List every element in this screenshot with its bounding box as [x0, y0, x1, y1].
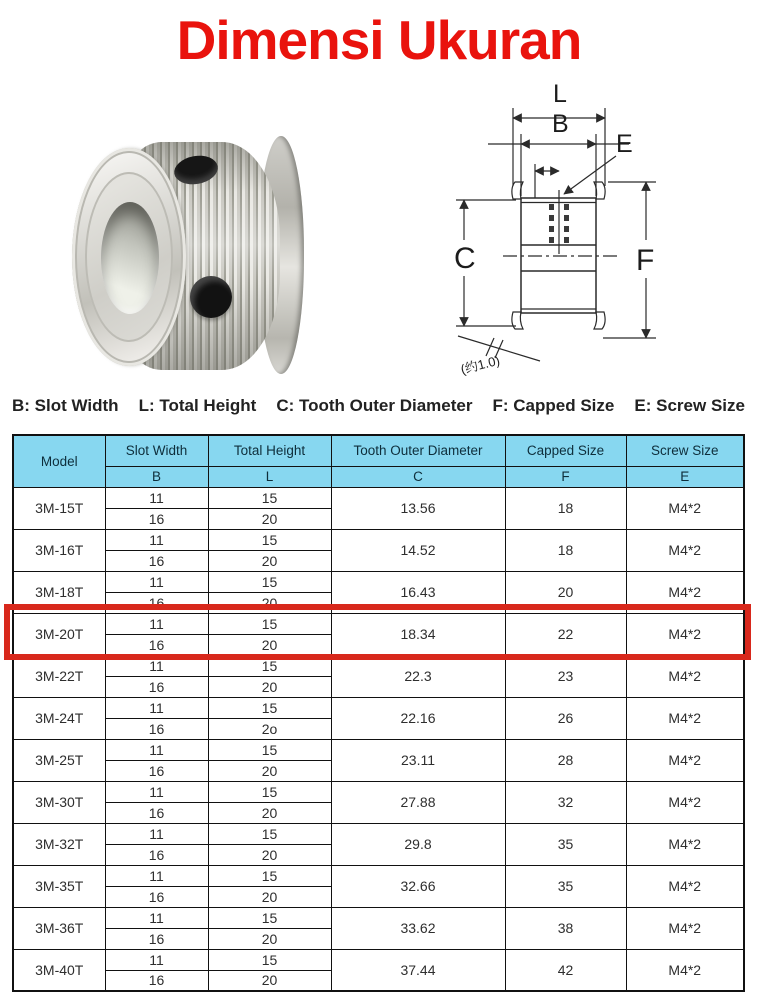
- subheader-c: C: [331, 466, 505, 487]
- total-height-value: 20: [208, 508, 331, 529]
- tooth-od-value: 29.8: [331, 823, 505, 865]
- slot-width-value: 11: [105, 571, 208, 592]
- page-title: Dimensi Ukuran: [176, 9, 582, 71]
- total-height-value: 15: [208, 487, 331, 508]
- spec-row: [13, 907, 744, 928]
- screw-size-value: M4*2: [626, 907, 744, 949]
- screw-size-value: M4*2: [626, 739, 744, 781]
- tooth-od-value: 27.88: [331, 781, 505, 823]
- spec-row: [13, 571, 744, 592]
- tooth-od-value: 13.56: [331, 487, 505, 529]
- model-cell: 3M-30T: [13, 781, 105, 823]
- total-height-value: 20: [208, 928, 331, 949]
- total-height-value: 20: [208, 886, 331, 907]
- model-cell: 3M-18T: [13, 571, 105, 613]
- screw-size-value: M4*2: [626, 865, 744, 907]
- total-height-value: 15: [208, 949, 331, 970]
- subheader-e: E: [626, 466, 744, 487]
- total-height-value: 15: [208, 865, 331, 886]
- spec-row: [13, 529, 744, 550]
- spec-row: [13, 949, 744, 970]
- legend: [12, 396, 745, 416]
- slot-width-value: 16: [105, 970, 208, 991]
- slot-width-value: 11: [105, 865, 208, 886]
- spec-row: [13, 781, 744, 802]
- model-cell: 3M-40T: [13, 949, 105, 991]
- total-height-value: 15: [208, 613, 331, 634]
- screw-size-value: M4*2: [626, 823, 744, 865]
- total-height-value: 15: [208, 739, 331, 760]
- slot-width-value: 11: [105, 655, 208, 676]
- model-cell: 3M-22T: [13, 655, 105, 697]
- total-height-value: 2o: [208, 718, 331, 739]
- screw-size-value: M4*2: [626, 571, 744, 613]
- total-height-value: 15: [208, 529, 331, 550]
- slot-width-value: 16: [105, 928, 208, 949]
- screw-size-value: M4*2: [626, 529, 744, 571]
- model-cell: 3M-16T: [13, 529, 105, 571]
- total-height-value: 20: [208, 802, 331, 823]
- slot-width-value: 16: [105, 676, 208, 697]
- spec-row: [13, 823, 744, 844]
- model-cell: 3M-32T: [13, 823, 105, 865]
- capped-size-value: 35: [505, 865, 626, 907]
- slot-width-value: 16: [105, 592, 208, 613]
- spec-row: [13, 697, 744, 718]
- set-screw-front: [190, 276, 232, 318]
- slot-width-value: 11: [105, 739, 208, 760]
- diagram-label-slot-width: B: [552, 110, 569, 138]
- model-cell: 3M-20T: [13, 613, 105, 655]
- slot-width-value: 16: [105, 802, 208, 823]
- tooth-od-value: 18.34: [331, 613, 505, 655]
- slot-width-value: 16: [105, 550, 208, 571]
- diagram-label-screw-size: E: [616, 130, 633, 158]
- legend-capped-size: F: Capped Size: [492, 396, 615, 415]
- header-model: Model: [13, 435, 105, 487]
- total-height-value: 20: [208, 634, 331, 655]
- tooth-od-value: 37.44: [331, 949, 505, 991]
- diagram-label-total-height: L: [553, 80, 567, 108]
- capped-size-value: 18: [505, 487, 626, 529]
- spec-table: [12, 434, 745, 992]
- pulley-bore-hole: [101, 202, 159, 314]
- total-height-value: 15: [208, 781, 331, 802]
- spec-table-body: [13, 487, 744, 991]
- subheader-f: F: [505, 466, 626, 487]
- spec-row: [13, 613, 744, 634]
- screw-size-value: M4*2: [626, 781, 744, 823]
- tooth-od-value: 23.11: [331, 739, 505, 781]
- total-height-value: 15: [208, 571, 331, 592]
- slot-width-value: 16: [105, 760, 208, 781]
- slot-width-value: 11: [105, 823, 208, 844]
- capped-size-value: 26: [505, 697, 626, 739]
- capped-size-value: 18: [505, 529, 626, 571]
- total-height-value: 15: [208, 655, 331, 676]
- spec-row: [13, 865, 744, 886]
- diagram-label-tooth-od: C: [454, 242, 476, 275]
- header-tooth-od: Tooth Outer Diameter: [331, 435, 505, 466]
- legend-slot-width: B: Slot Width: [12, 396, 119, 415]
- tooth-od-value: 22.16: [331, 697, 505, 739]
- total-height-value: 15: [208, 823, 331, 844]
- capped-size-value: 38: [505, 907, 626, 949]
- capped-size-value: 28: [505, 739, 626, 781]
- subheader-b: B: [105, 466, 208, 487]
- total-height-value: 15: [208, 697, 331, 718]
- slot-width-value: 16: [105, 508, 208, 529]
- diagram-label-capped-size: F: [636, 244, 655, 277]
- spec-row: [13, 739, 744, 760]
- model-cell: 3M-15T: [13, 487, 105, 529]
- screw-size-value: M4*2: [626, 949, 744, 991]
- slot-width-value: 16: [105, 886, 208, 907]
- total-height-value: 20: [208, 592, 331, 613]
- dimension-diagram: [428, 78, 758, 396]
- capped-size-value: 20: [505, 571, 626, 613]
- subheader-l: L: [208, 466, 331, 487]
- spec-row: [13, 655, 744, 676]
- capped-size-value: 42: [505, 949, 626, 991]
- total-height-value: 20: [208, 970, 331, 991]
- spec-row: [13, 487, 744, 508]
- model-cell: 3M-35T: [13, 865, 105, 907]
- model-cell: 3M-36T: [13, 907, 105, 949]
- slot-width-value: 11: [105, 907, 208, 928]
- total-height-value: 20: [208, 676, 331, 697]
- slot-width-value: 16: [105, 844, 208, 865]
- model-cell: 3M-25T: [13, 739, 105, 781]
- legend-tooth-od: C: Tooth Outer Diameter: [276, 396, 473, 415]
- header-capped-size: Capped Size: [505, 435, 626, 466]
- header-screw-size: Screw Size: [626, 435, 744, 466]
- slot-width-value: 11: [105, 781, 208, 802]
- header-total-height: Total Height: [208, 435, 331, 466]
- diagram-flange-note: (约1.0): [459, 352, 502, 377]
- pulley-photo: [72, 132, 317, 377]
- tooth-od-value: 16.43: [331, 571, 505, 613]
- total-height-value: 20: [208, 844, 331, 865]
- slot-width-value: 11: [105, 487, 208, 508]
- tooth-od-value: 22.3: [331, 655, 505, 697]
- slot-width-value: 16: [105, 718, 208, 739]
- screw-size-value: M4*2: [626, 697, 744, 739]
- screw-size-value: M4*2: [626, 487, 744, 529]
- capped-size-value: 35: [505, 823, 626, 865]
- header-slot-width: Slot Width: [105, 435, 208, 466]
- total-height-value: 20: [208, 760, 331, 781]
- tooth-od-value: 14.52: [331, 529, 505, 571]
- screw-size-value: M4*2: [626, 613, 744, 655]
- legend-screw-size: E: Screw Size: [634, 396, 745, 415]
- total-height-value: 15: [208, 907, 331, 928]
- slot-width-value: 11: [105, 697, 208, 718]
- slot-width-value: 11: [105, 613, 208, 634]
- dimension-diagram-svg: [428, 78, 758, 396]
- capped-size-value: 32: [505, 781, 626, 823]
- slot-width-value: 11: [105, 529, 208, 550]
- capped-size-value: 23: [505, 655, 626, 697]
- slot-width-value: 11: [105, 949, 208, 970]
- total-height-value: 20: [208, 550, 331, 571]
- slot-width-value: 16: [105, 634, 208, 655]
- model-cell: 3M-24T: [13, 697, 105, 739]
- tooth-od-value: 32.66: [331, 865, 505, 907]
- legend-total-height: L: Total Height: [138, 396, 257, 415]
- screw-size-value: M4*2: [626, 655, 744, 697]
- spec-table-header: [13, 435, 744, 487]
- tooth-od-value: 33.62: [331, 907, 505, 949]
- capped-size-value: 22: [505, 613, 626, 655]
